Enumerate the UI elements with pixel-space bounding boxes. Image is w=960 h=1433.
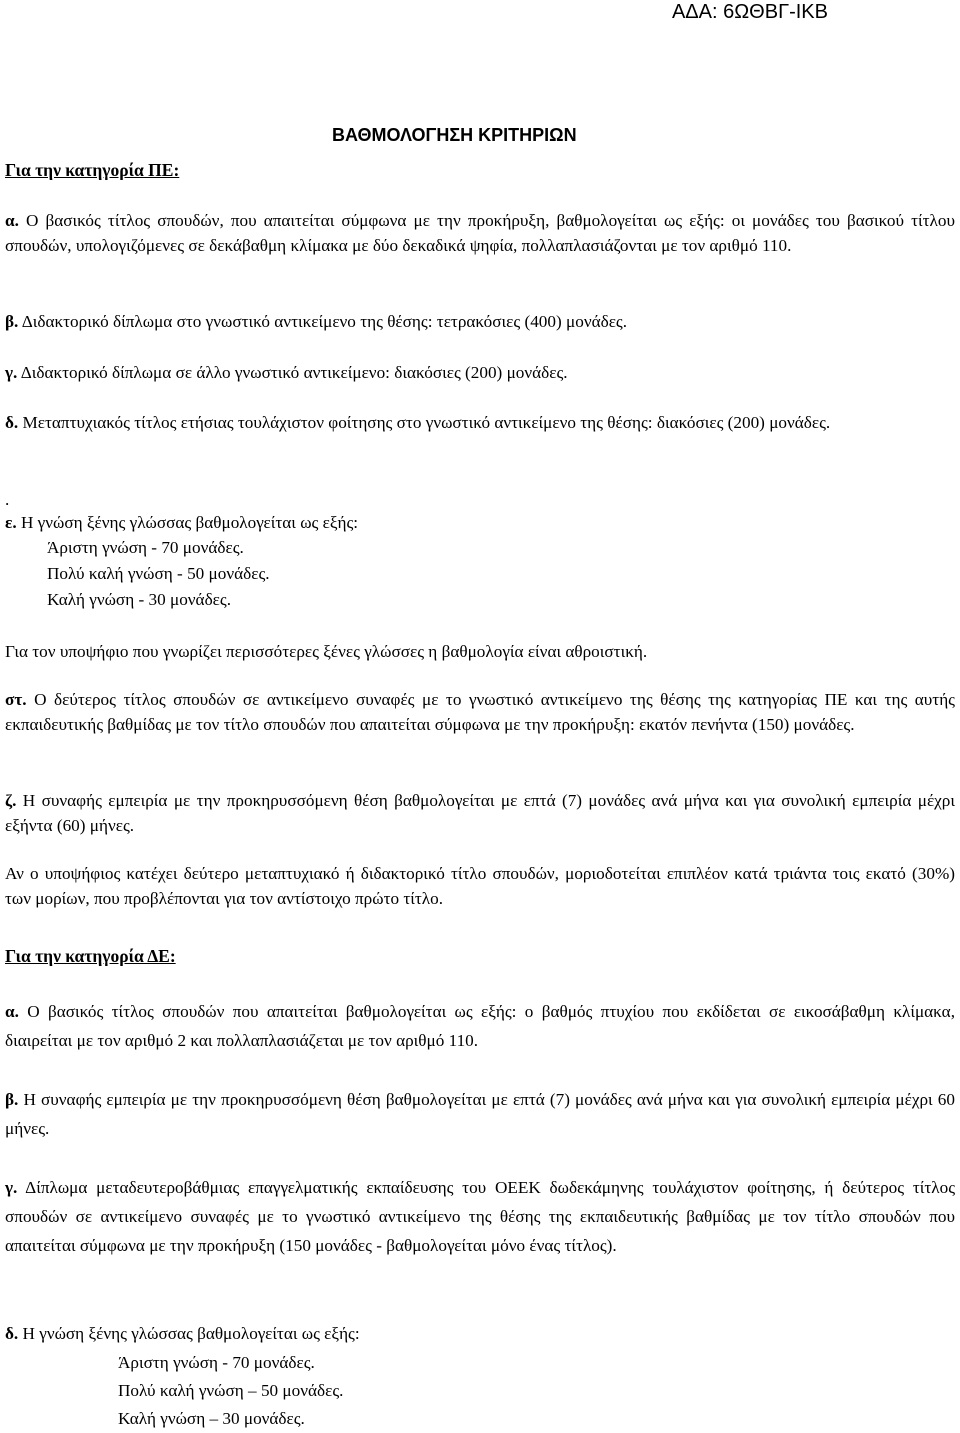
pe-item-st-text: Ο δεύτερος τίτλος σπουδών σε αντικείμενο συναφές με το γνωστικό αντικείμενο της θέσης της κατηγορίας ΠΕ και της αυτής εκπαιδευτικής βαθμίδας με τον τίτλο σπουδών που απαιτείται σύμφωνα με την προκήρυξη: εκατόν πενήντα (150) μονάδες. — [5, 690, 955, 734]
pe-item-d — [5, 410, 955, 435]
de-item-c-text: Δίπλωμα μεταδευτεροβάθμιας επαγγελματικής εκπαίδευσης του ΟΕΕΚ δωδεκάμηνης τουλάχιστον φοίτησης, ή δεύτερος τίτλος σπουδών σε αντικείμενο συναφές με το γνωστικό αντικείμενο της θέσης της εκπαιδευτικής βαθμίδας με τον τίτλο σπουδών που απαιτείται σύμφωνα με την προκήρυξη (150 μονάδες - βαθμολογείται μόνο ένας τίτλος). — [5, 1178, 955, 1255]
de-lang-level-excellent: Άριστη γνώση - 70 μονάδες. — [118, 1353, 315, 1372]
de-lang-level-very-good: Πολύ καλή γνώση – 50 μονάδες. — [118, 1381, 344, 1400]
de-item-b — [5, 1085, 955, 1143]
de-item-d — [5, 1324, 955, 1344]
de-item-d-text: Η γνώση ξένης γλώσσας βαθμολογείται ως εξής: — [18, 1324, 360, 1343]
pe-second-title-note: Αν ο υποψήφιος κατέχει δεύτερο μεταπτυχιακό ή διδακτορικό τίτλο σπουδών, μοριοδοτείται επιπλέον κατά τριάντα τοις εκατό (30%) των μορίων, που προβλέπονται για τον αντίστοιχο πρώτο τίτλο. — [5, 864, 955, 908]
pe-item-d-text: Μεταπτυχιακός τίτλος ετήσιας τουλάχιστον φοίτησης στο γνωστικό αντικείμενο της θέσης: διακόσιες (200) μονάδες. — [18, 413, 831, 432]
stray-dot: . — [5, 490, 10, 509]
pe-item-c — [5, 360, 955, 385]
pe-item-b-text: Διδακτορικό δίπλωμα στο γνωστικό αντικείμενο της θέσης: τετρακόσιες (400) μονάδες. — [18, 312, 628, 331]
de-item-c — [5, 1173, 955, 1260]
pe-item-e-marker: ε. — [5, 513, 17, 532]
pe-item-a-text: Ο βασικός τίτλος σπουδών, που απαιτείται σύμφωνα με την προκήρυξη, βαθμολογείται ως εξής: οι μονάδες του βασικού τίτλου σπουδών, υπολογιζόμενες σε δεκάβαθμη κλίμακα με δύο δεκαδικά ψηφία, πολλαπλασιάζονται με τον αριθμό 110. — [5, 211, 955, 255]
de-item-a — [5, 997, 955, 1055]
pe-item-a — [5, 208, 955, 258]
pe-item-b — [5, 309, 955, 334]
ada-code: ΑΔΑ: 6ΩΘΒΓ-ΙΚΒ — [671, 1, 828, 23]
pe-item-c-marker: γ. — [5, 363, 18, 382]
pe-lang-level-good: Καλή γνώση - 30 μονάδες. — [47, 590, 231, 609]
de-lang-level-good: Καλή γνώση – 30 μονάδες. — [118, 1409, 305, 1428]
de-item-b-text: Η συναφής εμπειρία με την προκηρυσσόμενη θέση βαθμολογείται με επτά (7) μονάδες ανά μήνα και για συνολική εμπειρία μέχρι 60 μήνες. — [5, 1090, 955, 1138]
pe-item-st — [5, 687, 955, 737]
pe-lang-note: Για τον υποψήφιο που γνωρίζει περισσότερες ξένες γλώσσες η βαθμολογία είναι αθροιστική. — [5, 642, 648, 661]
pe-item-d-marker: δ. — [5, 413, 19, 432]
pe-item-a-marker: α. — [5, 211, 19, 230]
pe-item-st-marker: στ. — [5, 690, 27, 709]
de-item-d-marker: δ. — [5, 1324, 19, 1343]
category-de-heading: Για την κατηγορία ΔΕ: — [5, 946, 176, 966]
pe-lang-level-excellent: Άριστη γνώση - 70 μονάδες. — [47, 538, 244, 557]
pe-item-e — [5, 513, 955, 533]
pe-item-c-text: Διδακτορικό δίπλωμα σε άλλο γνωστικό αντικείμενο: διακόσιες (200) μονάδες. — [17, 363, 568, 382]
pe-item-z-marker: ζ. — [5, 791, 17, 810]
category-pe-heading: Για την κατηγορία ΠΕ: — [5, 160, 180, 180]
de-item-c-marker: γ. — [5, 1178, 18, 1197]
de-item-a-text: Ο βασικός τίτλος σπουδών που απαιτείται βαθμολογείται ως εξής: ο βαθμός πτυχίου που εκδίδεται σε εικοσάβαθμη κλίμακα, διαιρείται με τον αριθμό 2 και πολλαπλασιάζεται με τον αριθμό 110. — [5, 1002, 955, 1050]
de-item-a-marker: α. — [5, 1002, 19, 1021]
de-item-b-marker: β. — [5, 1090, 19, 1109]
pe-item-b-marker: β. — [5, 312, 19, 331]
pe-item-z — [5, 788, 955, 838]
pe-item-e-text: Η γνώση ξένης γλώσσας βαθμολογείται ως εξής: — [16, 513, 359, 532]
pe-item-z-text: Η συναφής εμπειρία με την προκηρυσσόμενη θέση βαθμολογείται με επτά (7) μονάδες ανά μήνα και για συνολική εμπειρία μέχρι εξήντα (60) μήνες. — [5, 791, 955, 835]
pe-lang-level-very-good: Πολύ καλή γνώση - 50 μονάδες. — [47, 564, 270, 583]
document-title: ΒΑΘΜΟΛΟΓΗΣΗ ΚΡΙΤΗΡΙΩΝ — [332, 125, 577, 145]
